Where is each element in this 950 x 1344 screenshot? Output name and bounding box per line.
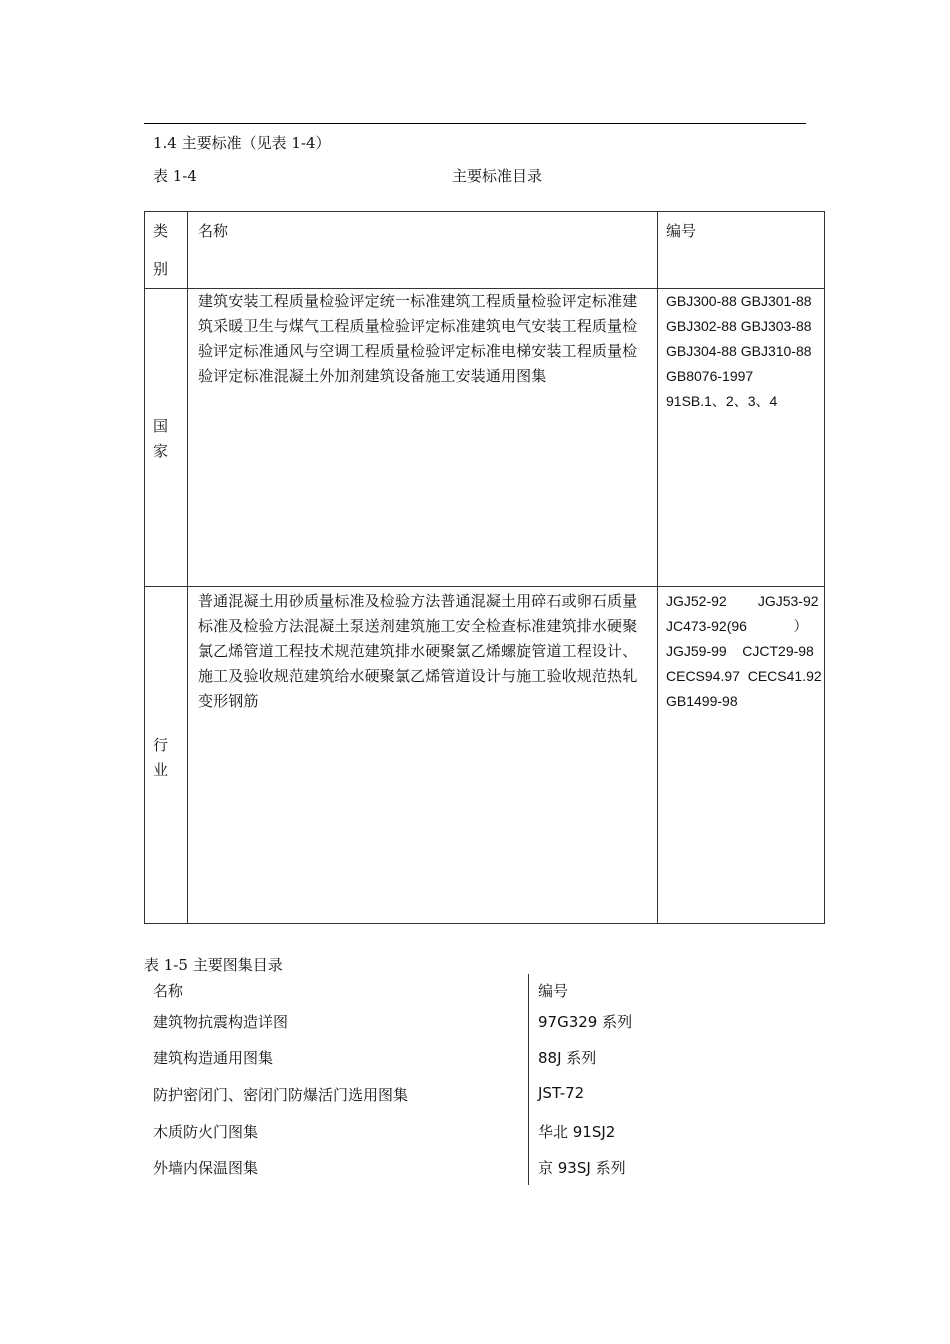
standards-table bbox=[144, 211, 825, 924]
table-divider bbox=[145, 586, 824, 587]
table15-row-code: 97G329 系列 bbox=[538, 1013, 633, 1031]
table15-title: 表 1-5 主要图集目录 bbox=[144, 956, 283, 974]
industry-standards-codes: JGJ52-92 JGJ53-92 JC473-92(96 ） JGJ59-99 CJCT29-98 CECS94.97 CECS41.92 GB1499-98 bbox=[666, 593, 822, 709]
table15-row-name: 建筑构造通用图集 bbox=[153, 1049, 274, 1067]
header-code: 编号 bbox=[666, 222, 697, 240]
table14-title: 主要标准目录 bbox=[452, 167, 543, 185]
table15-row-name: 外墙内保温图集 bbox=[153, 1159, 259, 1177]
table15-row-name: 建筑物抗震构造详图 bbox=[153, 1013, 289, 1031]
national-standards-codes: GBJ300-88 GBJ301-88 GBJ302-88 GBJ303-88 GBJ304-88 GBJ310-88 GB8076-1997 91SB.1、2、3、4 bbox=[666, 293, 812, 409]
category-industry: 行 业 bbox=[153, 736, 169, 779]
table15-row-name: 防护密闭门、密闭门防爆活门选用图集 bbox=[153, 1086, 409, 1104]
table-divider bbox=[657, 212, 658, 923]
table15-row-code: 京 93SJ 系列 bbox=[538, 1159, 626, 1177]
header-rule bbox=[144, 123, 806, 124]
table15-divider bbox=[528, 974, 529, 1185]
table15-row-code: 88J 系列 bbox=[538, 1049, 597, 1067]
table15-row-code: 华北 91SJ2 bbox=[538, 1123, 616, 1141]
table15-row-code: JST-72 bbox=[538, 1084, 585, 1102]
section-heading: 1.4 主要标准（见表 1-4） bbox=[153, 134, 331, 152]
table14-label: 表 1-4 bbox=[153, 167, 197, 185]
table15-header-name: 名称 bbox=[153, 982, 184, 1000]
table15-row-name: 木质防火门图集 bbox=[153, 1123, 259, 1141]
category-national: 国 家 bbox=[153, 417, 169, 460]
table15-header-code: 编号 bbox=[538, 982, 569, 1000]
industry-standards-names: 普通混凝土用砂质量标准及检验方法普通混凝土用碎石或卵石质量标准及检验方法混凝土泵送剂建筑施工安全检查标准建筑排水硬聚氯乙烯管道工程技术规范建筑排水硬聚氯乙烯螺旋管道工程设计、施工及验收规范建筑给水硬聚氯乙烯管道设计与施工验收规范热轧变形钢筋 bbox=[198, 592, 638, 710]
header-name: 名称 bbox=[198, 222, 229, 240]
table-divider bbox=[187, 212, 188, 923]
national-standards-names: 建筑安装工程质量检验评定统一标准建筑工程质量检验评定标准建筑采暖卫生与煤气工程质量检验评定标准建筑电气安装工程质量检验评定标准通风与空调工程质量检验评定标准电梯安装工程质量检验评定标准混凝土外加剂建筑设备施工安装通用图集 bbox=[198, 292, 638, 385]
header-category: 类 别 bbox=[153, 222, 169, 278]
